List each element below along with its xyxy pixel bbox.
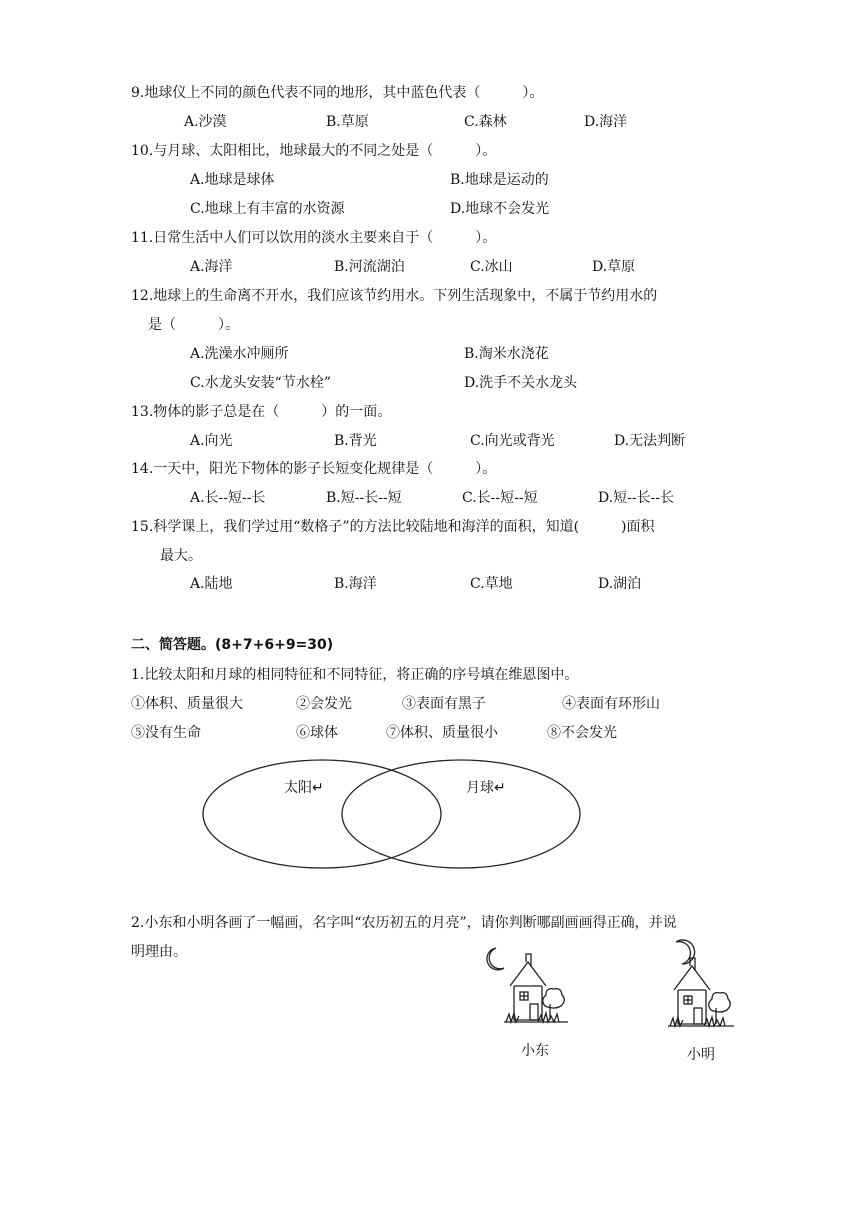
s1-item-1: ①体积、质量很大 — [131, 696, 243, 712]
q15-option-b: B.海洋 — [334, 576, 377, 592]
caption-xiaodong: 小东 — [521, 1043, 549, 1059]
caption-xiaoming: 小明 — [687, 1047, 715, 1063]
section-2-title: 二、简答题。(8+7+6+9=30) — [131, 637, 334, 653]
s1-item-4: ④表面有环形山 — [562, 696, 660, 712]
venn-label-sun: 太阳↵ — [284, 779, 324, 795]
venn-circle-moon — [342, 760, 580, 868]
q12-option-c: C.水龙头安装“节水栓” — [190, 375, 331, 391]
s1-item-5: ⑤没有生命 — [131, 725, 201, 741]
q14-option-c: C.长--短--短 — [462, 490, 538, 506]
q13-option-c: C.向光或背光 — [470, 433, 555, 449]
q10-option-a: A.地球是球体 — [190, 172, 275, 188]
q13-stem: 13.物体的影子总是在（ ）的一面。 — [131, 404, 392, 420]
s2-stem-cont: 明理由。 — [131, 944, 187, 960]
crescent-moon-icon — [676, 940, 695, 964]
drawing-xiaodong — [478, 940, 588, 1040]
drawing-xiaoming — [660, 938, 770, 1042]
q10-option-d: D.地球不会发光 — [450, 201, 550, 217]
s2-stem: 2.小东和小明各画了一幅画，名字叫“农历初五的月亮”，请你判断哪副画画得正确，并说 — [131, 915, 677, 931]
q13-option-a: A.向光 — [190, 433, 233, 449]
q14-stem: 14.一天中，阳光下物体的影子长短变化规律是（ ）。 — [131, 461, 497, 477]
q9-option-c: C.森林 — [464, 114, 507, 130]
q12-option-a: A.洗澡水冲厕所 — [190, 346, 289, 362]
q12-stem: 12.地球上的生命离不开水，我们应该节约用水。下列生活现象中，不属于节约用水的 — [131, 288, 658, 304]
q12-option-d: D.洗手不关水龙头 — [464, 375, 578, 391]
q11-option-b: B.河流湖泊 — [334, 259, 405, 275]
q11-option-a: A.海洋 — [190, 259, 233, 275]
q11-option-c: C.冰山 — [470, 259, 513, 275]
s1-item-8: ⑧不会发光 — [547, 725, 617, 741]
s1-item-3: ③表面有黑子 — [402, 696, 486, 712]
q14-option-b: B.短--长--短 — [326, 490, 402, 506]
q15-option-d: D.湖泊 — [598, 576, 642, 592]
q12-option-b: B.淘米水浇花 — [464, 346, 549, 362]
q13-option-b: B.背光 — [334, 433, 377, 449]
q9-option-b: B.草原 — [326, 114, 369, 130]
q14-option-d: D.短--长--长 — [598, 490, 675, 506]
crescent-moon-icon — [487, 948, 504, 970]
s1-item-6: ⑥球体 — [296, 725, 338, 741]
q9-stem: 9.地球仪上不同的颜色代表不同的地形，其中蓝色代表（ ）。 — [131, 85, 544, 101]
q9-option-a: A.沙漠 — [184, 114, 227, 130]
q12-stem-cont: 是（ ）。 — [148, 317, 239, 333]
s1-item-2: ②会发光 — [296, 696, 352, 712]
q15-option-c: C.草地 — [470, 576, 513, 592]
q10-option-c: C.地球上有丰富的水资源 — [190, 201, 345, 217]
q10-option-b: B.地球是运动的 — [450, 172, 549, 188]
s1-item-7: ⑦体积、质量很小 — [386, 725, 498, 741]
q14-option-a: A.长--短--长 — [190, 490, 266, 506]
q9-option-d: D.海洋 — [584, 114, 628, 130]
q13-option-d: D.无法判断 — [614, 433, 686, 449]
q15-option-a: A.陆地 — [190, 576, 233, 592]
q11-option-d: D.草原 — [592, 259, 636, 275]
q10-stem: 10.与月球、太阳相比，地球最大的不同之处是（ ）。 — [131, 143, 497, 159]
q15-stem: 15.科学课上，我们学过用“数格子”的方法比较陆地和海洋的面积，知道( )面积 — [131, 519, 655, 535]
q11-stem: 11.日常生活中人们可以饮用的淡水主要来自于（ ）。 — [131, 230, 497, 246]
s1-stem: 1.比较太阳和月球的相同特征和不同特征，将正确的序号填在维恩图中。 — [131, 667, 579, 683]
q15-stem-cont: 最大。 — [160, 548, 202, 564]
venn-label-moon: 月球↵ — [466, 779, 506, 795]
